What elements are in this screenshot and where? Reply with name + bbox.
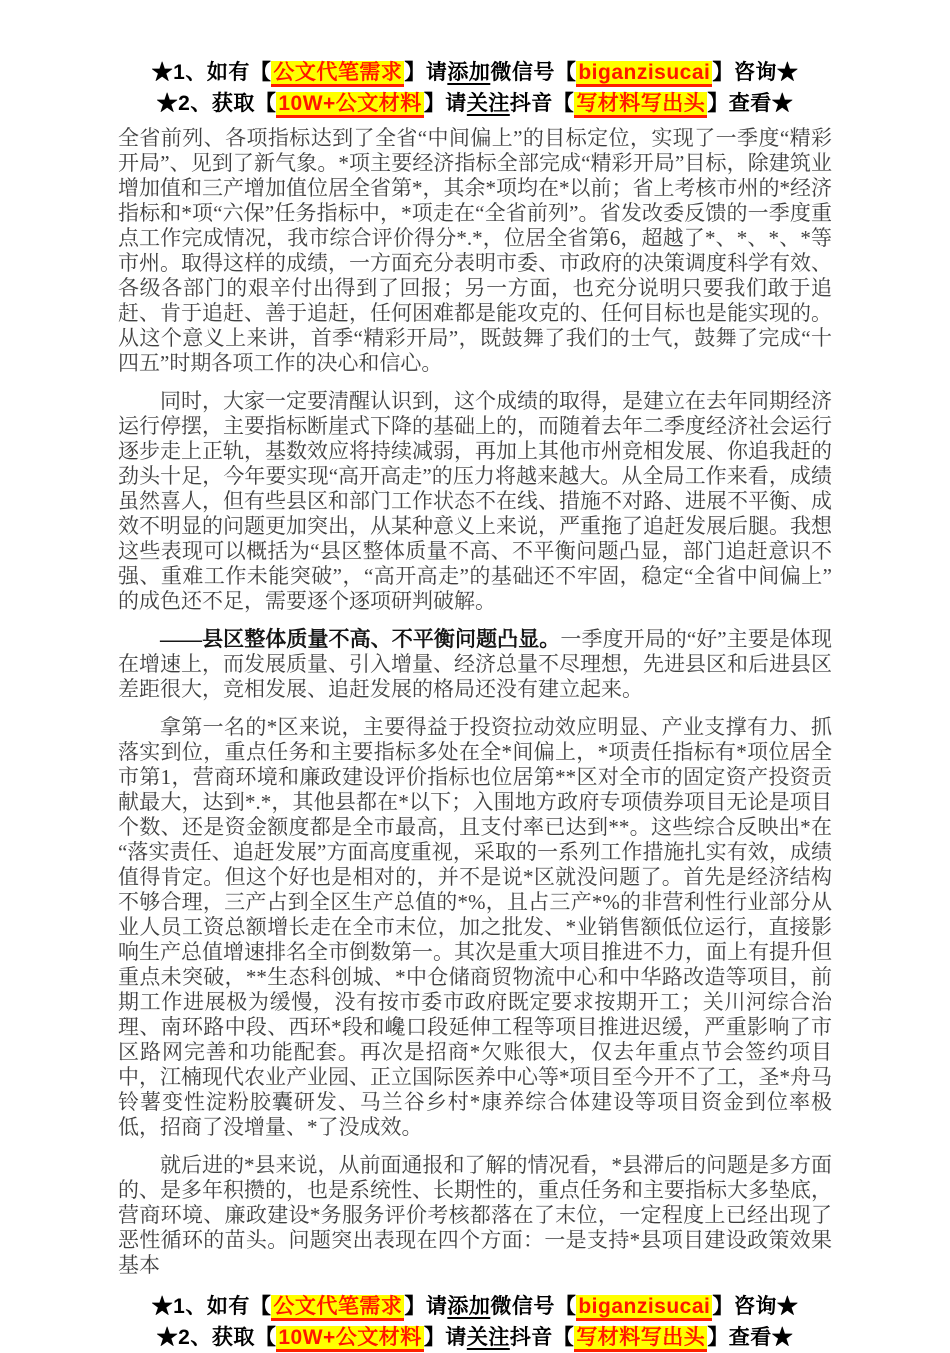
highlighted-phrase: 10W+公文材料: [276, 92, 423, 118]
banner-line-2: [118, 88, 832, 119]
banner-line-1: [118, 1291, 832, 1322]
text-run: 一季度开局的“好”主要是体现在增速上，而发展质量、引入增量、经济总量不尽理想，先进县区和后进县区差距很大，竞相发展、追赶发展的格局还没有建立起来。: [118, 627, 833, 701]
text-run: 】查看★: [707, 1326, 794, 1349]
text-run: 】请: [423, 1326, 467, 1349]
text-run: ★2、获取【: [156, 1326, 277, 1349]
paragraph-3: [118, 627, 832, 702]
highlighted-phrase: biganzisucai: [576, 61, 712, 87]
text-run: ★1、如有【: [151, 61, 272, 84]
highlighted-phrase: 10W+公文材料: [276, 1326, 423, 1352]
document-body: [118, 126, 832, 1278]
text-run: 拿第一名的*区来说，主要得益于投资拉动效应明显、产业支撑有力、抓落实到位，重点任务和主要指标多处在全*间偏上，*项责任指标有*项位居全市第1，营商环境和廉政建设评价指标也位居第**区对全市的固定资产投资贡献最大，达到*.*，其他县都在*以下；入围地方政府专项债券项目无论是项目个数、还是资金额度都是全市最高，且支付率已达到**。这些综合反映出*在“落实责任、追赶发展”方面高度重视，采取的一系列工作措施扎实有效，成绩值得肯定。但这个好也是相对的，并不是说*区就没问题了。首先是经济结构不够合理，三产占到全区生产总值的*%，且占三产*%的非营利性行业部分从业人员工资总额增长走在全市末位，加之批发、*业销售额低位运行，直接影响生产总值增速排名全市倒数第一。其次是重大项目推进不力，面上有提升但重点未突破，**生态科创城、*中仓储商贸物流中心和中华路改造等项目，前期工作进展极为缓慢，没有按市委市政府既定要求按期开工；关川河综合治理、南环路中段、西环*段和巉口段延伸工程等项目推进迟缓，严重影响了市区路网完善和功能配套。再次是招商*欠账很大，仅去年重点节会签约项目中，江楠现代农业产业园、正立国际医养中心等*项目至今开不了工，圣*舟马铃薯变性淀粉胶囊研发、马兰谷乡村*康养综合体建设等项目资金到位率极低，招商了没增量、*了没成效。: [118, 715, 832, 1139]
highlighted-phrase: 写材料写出头: [574, 1326, 707, 1352]
text-run: 】查看★: [707, 92, 794, 115]
text-run: 就后进的*县来说，从前面通报和了解的情况看，*县滞后的问题是多方面的、是多年积攒的，也是系统性、长期性的，重点任务和主要指标大多垫底，营商环境、廉政建设*务服务评价考核都落在了末位，一定程度上已经出现了恶性循环的苗头。问题突出表现在四个方面：一是支持*县项目建设政策效果基本: [118, 1153, 832, 1277]
text-run: 】咨询★: [712, 61, 799, 84]
text-run: 】请: [423, 92, 467, 115]
banner-line-2: [118, 1322, 832, 1353]
text-run: 】请: [404, 1295, 448, 1318]
text-run: ★1、如有【: [151, 1295, 272, 1318]
underlined-phrase: 添加: [447, 61, 491, 84]
underlined-phrase: 关注: [466, 92, 510, 115]
text-run: 微信号【: [490, 1295, 577, 1318]
highlighted-phrase: 写材料写出头: [574, 92, 707, 118]
underlined-phrase: 添加: [447, 1295, 491, 1318]
bold-lead-in: ——县区整体质量不高、不平衡问题凸显。: [160, 627, 561, 651]
paragraph-5: [118, 1153, 832, 1278]
highlighted-phrase: biganzisucai: [576, 1295, 712, 1321]
text-run: 】咨询★: [712, 1295, 799, 1318]
promo-banner-top: [118, 57, 832, 119]
text-run: ★2、获取【: [156, 92, 277, 115]
paragraph-4: [118, 715, 832, 1140]
banner-line-1: [118, 57, 832, 88]
paragraph-1: [118, 126, 832, 376]
highlighted-phrase: 公文代笔需求: [271, 1295, 404, 1321]
text-run: 抖音【: [509, 92, 575, 115]
text-run: 全省前列、各项指标达到了全省“中间偏上”的目标定位，实现了一季度“精彩开局”、见到了新气象。*项主要经济指标全部完成“精彩开局”目标，除建筑业增加值和三产增加值位居全省第*，其余*项均在*以前；省上考核市州的*经济指标和*项“六保”任务指标中，*项走在“全省前列”。省发改委反馈的一季度重点工作完成情况，我市综合评价得分*.*，位居全省第6，超越了*、*、*、*等市州。取得这样的成绩，一方面充分表明市委、市政府的决策调度科学有效、各级各部门的艰辛付出得到了回报；另一方面，也充分说明只要我们敢于追赶、肯于追赶、善于追赶，任何困难都是能攻克的、任何目标也是能实现的。从这个意义上来讲，首季“精彩开局”，既鼓舞了我们的士气，鼓舞了完成“十四五”时期各项工作的决心和信心。: [118, 126, 832, 375]
highlighted-phrase: 公文代笔需求: [271, 61, 404, 87]
text-run: 同时，大家一定要清醒认识到，这个成绩的取得，是建立在去年同期经济运行停摆，主要指标断崖式下降的基础上的，而随着去年二季度经济社会运行逐步走上正轨，基数效应将持续减弱，再加上其他市州竞相发展、你追我赶的劲头十足，今年要实现“高开高走”的压力将越来越大。从全局工作来看，成绩虽然喜人，但有些县区和部门工作状态不在线、措施不对路、进展不平衡、成效不明显的问题更加突出，从某种意义上来说，严重拖了追赶发展后腿。我想这些表现可以概括为“县区整体质量不高、不平衡问题凸显，部门追赶意识不强、重难工作未能突破”，“高开高走”的基础还不牢固，稳定“全省中间偏上”的成色还不足，需要逐个逐项研判破解。: [118, 389, 832, 613]
underlined-phrase: 关注: [466, 1326, 510, 1349]
paragraph-2: [118, 389, 832, 614]
text-run: 】请: [404, 61, 448, 84]
text-run: 微信号【: [490, 61, 577, 84]
text-run: 抖音【: [509, 1326, 575, 1349]
